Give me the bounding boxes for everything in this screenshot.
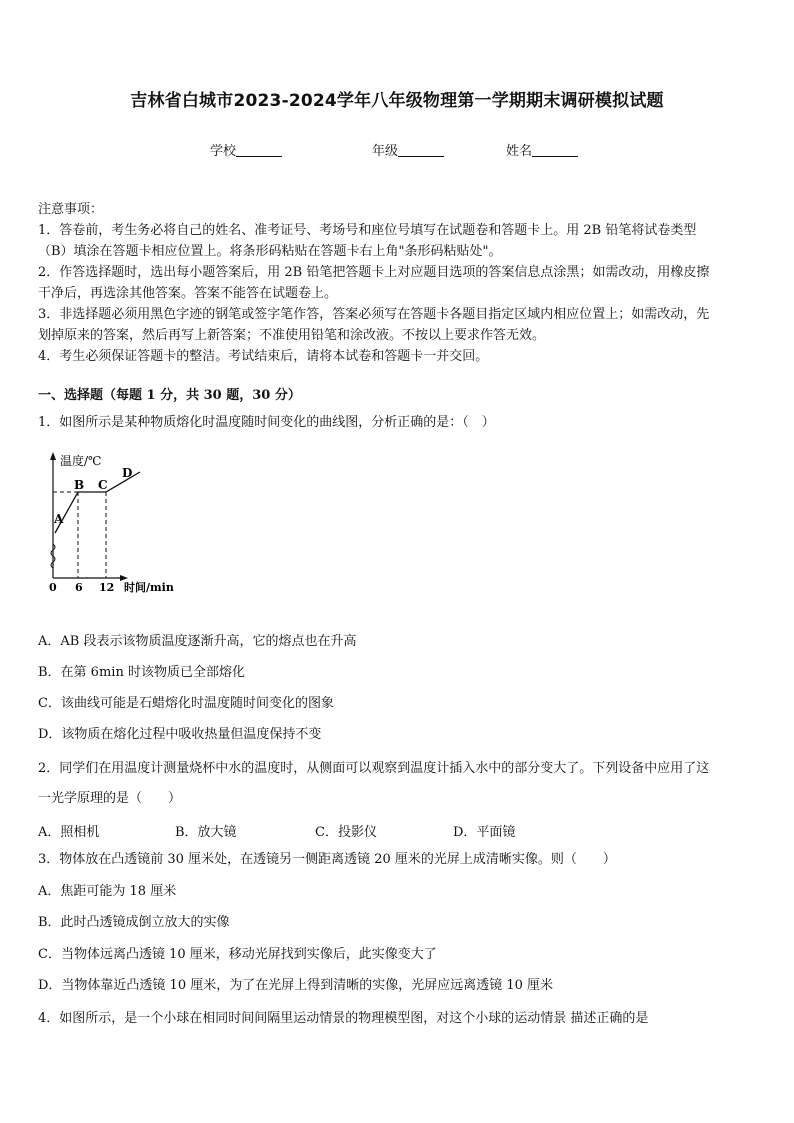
q2-option-b: B．放大镜 bbox=[175, 825, 237, 840]
question-3-stem: 3．物体放在凸透镜前 30 厘米处，在透镜另一侧距离透镜 20 厘米的光屏上成清晰实像。则（ ） bbox=[38, 852, 616, 867]
notice-line: 4．考生必须保证答题卡的整洁。考试结束后，请将本试卷和答题卡一并交回。 bbox=[38, 349, 489, 364]
exam-title: 吉林省白城市2023-2024学年八年级物理第一学期期末调研模拟试题 bbox=[130, 91, 664, 111]
question-4-stem: 4．如图所示，是一个小球在相同时间间隔里运动情景的物理模型图，对这个小球的运动情景 描述正确的是 bbox=[38, 1011, 649, 1026]
notice-line: 1．答卷前，考生务必将自己的姓名、准考证号、考场号和座位号填写在试题卷和答题卡上。用 2B 铅笔将试卷类型 bbox=[38, 223, 697, 238]
section-heading: 一、选择题（每题 1 分，共 30 题，30 分） bbox=[38, 388, 301, 403]
q1-option-b: B．在第 6min 时该物质已全部熔化 bbox=[38, 665, 245, 680]
question-2-stem: 2．同学们在用温度计测量烧杯中水的温度时，从侧面可以观察到温度计插入水中的部分变大了。下列设备中应用了这 bbox=[38, 761, 710, 776]
q3-option-d: D．当物体靠近凸透镜 10 厘米，为了在光屏上得到清晰的实像，光屏应远离透镜 10 厘米 bbox=[38, 978, 554, 993]
q1-option-d: D．该物质在熔化过程中吸收热量但温度保持不变 bbox=[38, 727, 322, 742]
grade-field[interactable] bbox=[372, 140, 444, 159]
y-axis-arrow bbox=[50, 452, 56, 460]
school-label: 学校 bbox=[210, 144, 237, 159]
notice-line: 划掉原来的答案，然后再写上新答案；不准使用铅笔和涂改液。不按以上要求作答无效。 bbox=[38, 328, 546, 343]
tick-label-6: 6 bbox=[75, 581, 83, 594]
name-field[interactable] bbox=[506, 140, 578, 159]
q1-option-c: C．该曲线可能是石蜡熔化时温度随时间变化的图象 bbox=[38, 696, 334, 711]
notice-line: 2．作答选择题时，选出每小题答案后，用 2B 铅笔把答题卡上对应题目选项的答案信息点涂黑；如需改动，用橡皮擦 bbox=[38, 265, 710, 280]
point-label-b: B bbox=[74, 478, 85, 492]
q1-option-a: A．AB 段表示该物质温度逐渐升高，它的熔点也在升高 bbox=[38, 634, 357, 649]
name-label: 姓名 bbox=[506, 144, 533, 159]
q2-option-a: A．照相机 bbox=[38, 825, 100, 840]
question-2-stem-cont: 一光学原理的是（ ） bbox=[38, 791, 182, 806]
melting-curve-figure bbox=[40, 448, 190, 596]
notice-line: （B）填涂在答题卡相应位置上。将条形码粘贴在答题卡右上角"条形码粘贴处"。 bbox=[38, 244, 502, 259]
point-label-d: D bbox=[122, 466, 133, 480]
question-1-stem: 1．如图所示是某种物质熔化时温度随时间变化的曲线图，分析正确的是：（ ） bbox=[38, 415, 495, 430]
q3-option-b: B．此时凸透镜成倒立放大的实像 bbox=[38, 915, 230, 930]
x-axis-label: 时间/min bbox=[124, 581, 174, 594]
q2-option-d: D．平面镜 bbox=[453, 825, 516, 840]
q3-option-a: A．焦距可能为 18 厘米 bbox=[38, 884, 177, 899]
notice-line: 干净后，再选涂其他答案。答案不能答在试题卷上。 bbox=[38, 286, 338, 301]
tick-label-12: 12 bbox=[99, 581, 115, 594]
school-blank[interactable] bbox=[236, 144, 282, 157]
q2-option-c: C．投影仪 bbox=[315, 825, 377, 840]
point-label-a: A bbox=[54, 512, 64, 526]
notice-line: 3．非选择题必须用黑色字迹的钢笔或签字笔作答，答案必须写在答题卡各题目指定区域内相应位置上；如需改动，先 bbox=[38, 307, 710, 322]
name-blank[interactable] bbox=[532, 144, 578, 157]
y-axis-label: 温度/℃ bbox=[60, 454, 102, 468]
q3-option-c: C．当物体远离凸透镜 10 厘米，移动光屏找到实像后，此实像变大了 bbox=[38, 947, 437, 962]
origin-label: 0 bbox=[49, 581, 57, 594]
grade-label: 年级 bbox=[372, 144, 399, 159]
school-field[interactable] bbox=[210, 140, 282, 159]
notice-heading: 注意事项： bbox=[38, 202, 104, 217]
point-label-c: C bbox=[98, 478, 108, 492]
grade-blank[interactable] bbox=[398, 144, 444, 157]
